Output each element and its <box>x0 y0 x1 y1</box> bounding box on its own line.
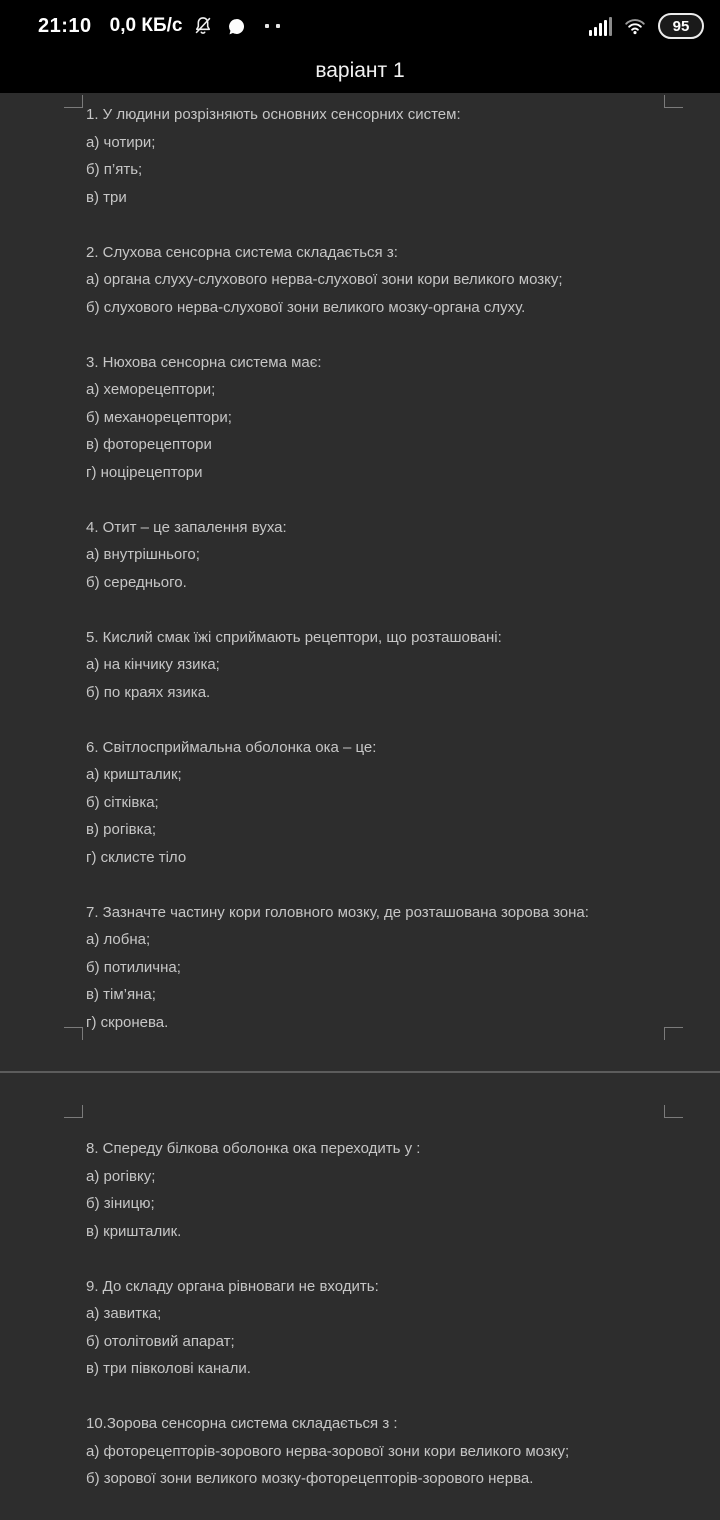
question-text: 7. Зазначте частину кори головного мозку, де розташована зорова зона: <box>86 903 589 921</box>
question-text: 8. Спереду білкова оболонка ока переходить у : <box>86 1140 421 1157</box>
answer-option: б) слухового нерва-слухової зони великого мозку-органа слуху. <box>86 298 526 316</box>
answer-option: а) кришталик; <box>86 766 182 783</box>
answer-option: б) механорецептори; <box>86 408 232 426</box>
battery-level: 95 <box>672 17 690 35</box>
chat-bubble-icon <box>226 16 247 37</box>
status-bar <box>0 0 720 48</box>
answer-option: в) три <box>86 188 127 206</box>
page-corner-mark-top-left <box>64 95 83 108</box>
page-corner-mark-bottom-right <box>664 1027 683 1040</box>
signal-strength-icon <box>589 17 612 36</box>
network-speed: 0,0 КБ/с <box>109 15 183 36</box>
page-corner-mark-bottom-left <box>64 1027 83 1040</box>
question-options <box>86 1300 690 1383</box>
battery-indicator <box>658 13 704 39</box>
notifications-muted-icon <box>192 15 214 37</box>
answer-option: а) хеморецептори; <box>86 381 216 398</box>
question-text: 4. Отит – це запалення вуха: <box>86 518 287 536</box>
document-page-2 <box>0 1073 720 1520</box>
answer-option: б) зорової зони великого мозку-фоторецепторів-зорового нерва. <box>86 1470 534 1487</box>
document-scroll-area[interactable] <box>0 93 720 1520</box>
wifi-icon <box>623 15 647 37</box>
status-bar-right <box>589 13 704 39</box>
answer-option: в) фоторецептори <box>86 436 212 453</box>
answer-option: а) внутрішнього; <box>86 546 200 563</box>
page-corner-mark-top-right <box>664 95 683 108</box>
answer-option: б) середнього. <box>86 573 187 591</box>
page-corner-mark-top-right <box>664 1105 683 1118</box>
question-options <box>86 651 690 706</box>
answer-option: б) сітківка; <box>86 793 159 811</box>
question-text: 3. Нюхова сенсорна система має: <box>86 353 322 371</box>
document-page-1 <box>0 93 720 1071</box>
overflow-dots-icon <box>265 24 280 28</box>
answer-option: а) завитка; <box>86 1305 162 1322</box>
question-options <box>86 1163 690 1246</box>
clock: 21:10 <box>38 14 92 37</box>
question-block <box>86 514 690 597</box>
question-text: 6. Світлосприймальна оболонка ока – це: <box>86 738 377 756</box>
page-2-questions <box>0 1073 720 1493</box>
question-options <box>86 1438 690 1493</box>
title-bar <box>0 48 720 93</box>
question-text: 2. Слухова сенсорна система складається з: <box>86 243 398 261</box>
question-text: 10.Зорова сенсорна система складається з : <box>86 1415 398 1432</box>
question-text: 5. Кислий смак їжі сприймають рецептори, що розташовані: <box>86 628 502 646</box>
answer-option: в) тім’яна; <box>86 986 156 1003</box>
question-block <box>86 624 690 707</box>
question-options <box>86 761 690 871</box>
answer-option: а) на кінчику язика; <box>86 656 220 673</box>
answer-option: в) рогівка; <box>86 821 156 838</box>
answer-option: б) зіницю; <box>86 1195 155 1212</box>
answer-option: в) три півколові канали. <box>86 1360 251 1377</box>
page-1-questions <box>0 93 720 1036</box>
answer-option: г) склисте тіло <box>86 848 187 866</box>
answer-option: б) потилична; <box>86 958 181 976</box>
question-block <box>86 1410 690 1493</box>
question-block <box>86 101 690 211</box>
question-block <box>86 1273 690 1383</box>
page-corner-mark-top-left <box>64 1105 83 1118</box>
answer-option: а) органа слуху-слухового нерва-слухової зони кори великого мозку; <box>86 271 563 288</box>
answer-option: а) фоторецепторів-зорового нерва-зорової зони кори великого мозку; <box>86 1442 570 1460</box>
question-options <box>86 129 690 212</box>
document-title: варіант 1 <box>315 58 405 82</box>
answer-option: б) по краях язика. <box>86 683 211 701</box>
answer-option: а) рогівку; <box>86 1167 156 1185</box>
question-block <box>86 734 690 872</box>
answer-option: г) скронева. <box>86 1013 169 1031</box>
question-block <box>86 349 690 487</box>
answer-option: а) лобна; <box>86 931 151 948</box>
answer-option: г) ноцірецептори <box>86 463 203 481</box>
answer-option: в) кришталик. <box>86 1222 182 1240</box>
app-header <box>0 0 720 93</box>
question-options <box>86 376 690 486</box>
answer-option: б) отолітовий апарат; <box>86 1332 235 1350</box>
question-block <box>86 239 690 322</box>
question-options <box>86 926 690 1036</box>
answer-option: а) чотири; <box>86 133 156 151</box>
question-block <box>86 899 690 1037</box>
question-text: 9. До складу органа рівноваги не входить: <box>86 1277 379 1295</box>
question-options <box>86 541 690 596</box>
question-text: 1. У людини розрізняють основних сенсорних систем: <box>86 106 461 123</box>
answer-option: б) п’ять; <box>86 161 143 178</box>
question-options <box>86 266 690 321</box>
question-block <box>86 1135 690 1245</box>
